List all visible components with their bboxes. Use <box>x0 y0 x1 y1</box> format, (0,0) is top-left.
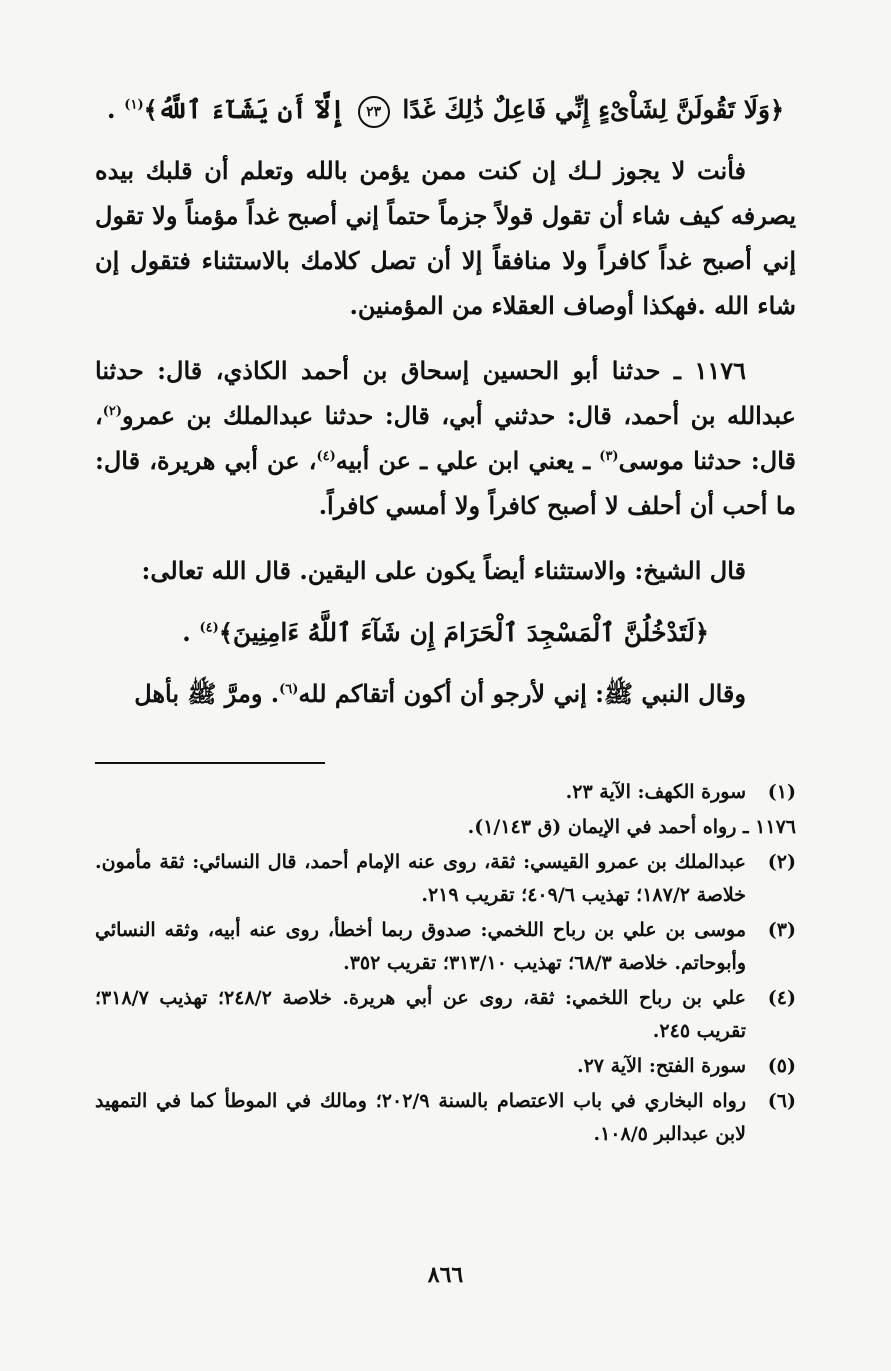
quran-verse-kahf: ﴿وَلَا تَقُولَنَّ لِشَاْىْءٍ إِنِّي فَاعِلٌ ذَٰلِكَ غَدًا ٢٣ إِلَّآ أَن يَشَآءَ ٱللَّهُ﴾$^{(١)}$ . <box>95 90 796 130</box>
ornate-brace-close: ﴾ <box>218 618 233 647</box>
footnote-number: (٦) <box>767 1090 796 1112</box>
footnote-number: (٣) <box>767 919 796 941</box>
ornate-brace-open: ﴿ <box>770 95 785 124</box>
hadith-text: ١١٧٦ ـ حدثنا أبو الحسين إسحاق بن أحمد الكاذي، قال: حدثنا عبدالله بن أحمد، قال: حدثني أبي، قال: حدثنا عبدالملك بن عمرو <box>95 356 796 430</box>
footnote-ref: (١) <box>124 97 144 113</box>
footnote-text: علي بن رباح اللخمي: ثقة، روى عن أبي هريرة. خلاصة ٢٤٨/٢؛ تهذيب ٣١٨/٧؛ تقريب ٢٤٥. <box>95 987 746 1042</box>
ayah-number-mark: ٢٣ <box>358 96 390 128</box>
footnote-divider <box>95 762 325 764</box>
paragraph-text: . ومرَّ ﷺ بأهل <box>134 679 280 708</box>
hadith-text: ـ يعني ابن علي ـ عن أبيه <box>335 446 600 475</box>
quran-verse-fath: ﴿لَتَدْخُلُنَّ ٱلْمَسْجِدَ ٱلْحَرَامَ إِن شَآءَ ٱللَّهُ ءَامِنِينَ﴾$^{(٤)}$ . <box>182 618 709 647</box>
paragraph-hadith-1176 <box>95 348 796 528</box>
footnotes-section <box>95 776 796 1151</box>
footnote-text: موسى بن علي بن رباح اللخمي: صدوق ربما أخطأ، روى عنه أبيه، وثقه النسائي وأبوحاتم. خلاصة ٦٨/٣؛ تهذيب ٣١٣/١٠؛ تقريب ٣٥٢. <box>95 919 746 974</box>
paragraph-prophet <box>95 671 796 716</box>
paragraph-text: وقال النبي ﷺ: إني لأرجو أن أكون أتقاكم لله <box>298 679 746 708</box>
paragraph-sheikh: قال الشيخ: والاستثناء أيضاً يكون على اليقين. قال الله تعالى: <box>141 556 746 585</box>
footnote-number: (٤) <box>767 987 796 1009</box>
footnote-item <box>95 1085 796 1151</box>
hadith-text: ، عن أبي هريرة، قال: ما أحب أن أحلف لا أصبح كافراً ولا أمسي كافراً. <box>95 446 796 520</box>
footnote-text: سورة الفتح: الآية ٢٧. <box>576 1055 746 1077</box>
footnote-ref: (٣) <box>599 449 619 464</box>
ornate-brace-close: ﴾ <box>143 95 158 124</box>
verse-text: لَتَدْخُلُنَّ ٱلْمَسْجِدَ ٱلْحَرَامَ إِن شَآءَ ٱللَّهُ ءَامِنِينَ <box>232 618 695 647</box>
page-number: ٨٦٦ <box>427 1262 464 1288</box>
footnote-item <box>95 914 796 980</box>
footnote-ref: (٤) <box>199 620 219 636</box>
hadith-text: ، قال: حدثنا موسى <box>95 401 796 475</box>
footnote-ref: (٦) <box>279 682 299 697</box>
footnote-item <box>95 811 796 844</box>
footnote-item <box>95 776 796 809</box>
verse-text-part2: إِلَّآ أَن يَشَآءَ ٱللَّهُ <box>157 95 345 124</box>
footnote-ref: (٢) <box>102 404 123 419</box>
footnote-number: (٥) <box>767 1055 796 1077</box>
footnote-item <box>95 846 796 912</box>
footnote-text: رواه البخاري في باب الاعتصام بالسنة ٢٠٢/٩؛ ومالك في الموطأ كما في التمهيد لابن عبدالبر ١٠٨/٥. <box>95 1090 746 1145</box>
footnote-item <box>95 982 796 1048</box>
ornate-brace-open: ﴿ <box>694 618 709 647</box>
footnote-text: عبدالملك بن عمرو القيسي: ثقة، روى عنه الإمام أحمد، قال النسائي: ثقة مأمون. خلاصة ١٨٧/٢؛ تهذيب ٤٠٩/٦؛ تقريب ٢١٩. <box>95 851 746 906</box>
footnote-text: سورة الكهف: الآية ٢٣. <box>565 781 746 803</box>
footnote-number: (١) <box>767 781 796 803</box>
footnote-number: (٢) <box>767 851 796 873</box>
footnote-text: ١١٧٦ ـ رواه أحمد في الإيمان (ق ١/١٤٣). <box>467 816 796 838</box>
paragraph-commentary: فأنت لا يجوز لـك إن كنت ممن يؤمن بالله وتعلم أن قلبك بيده يصرفه كيف شاء أن تقول قولاً جزماً حتماً إني أصبح غداً مؤمناً ولا تقول إني أصبح غداً كافراً ولا منافقاً إلا أن تصل كلامك بالاستثناء فتقول إن شاء الله .فهكذا أوصاف العقلاء من المؤمنين. <box>95 156 796 320</box>
footnote-ref: (٤) <box>316 449 336 464</box>
verse-text-part1: وَلَا تَقُولَنَّ لِشَاْىْءٍ إِنِّي فَاعِلٌ ذَٰلِكَ غَدًا <box>402 95 771 124</box>
footnote-item <box>95 1050 796 1083</box>
